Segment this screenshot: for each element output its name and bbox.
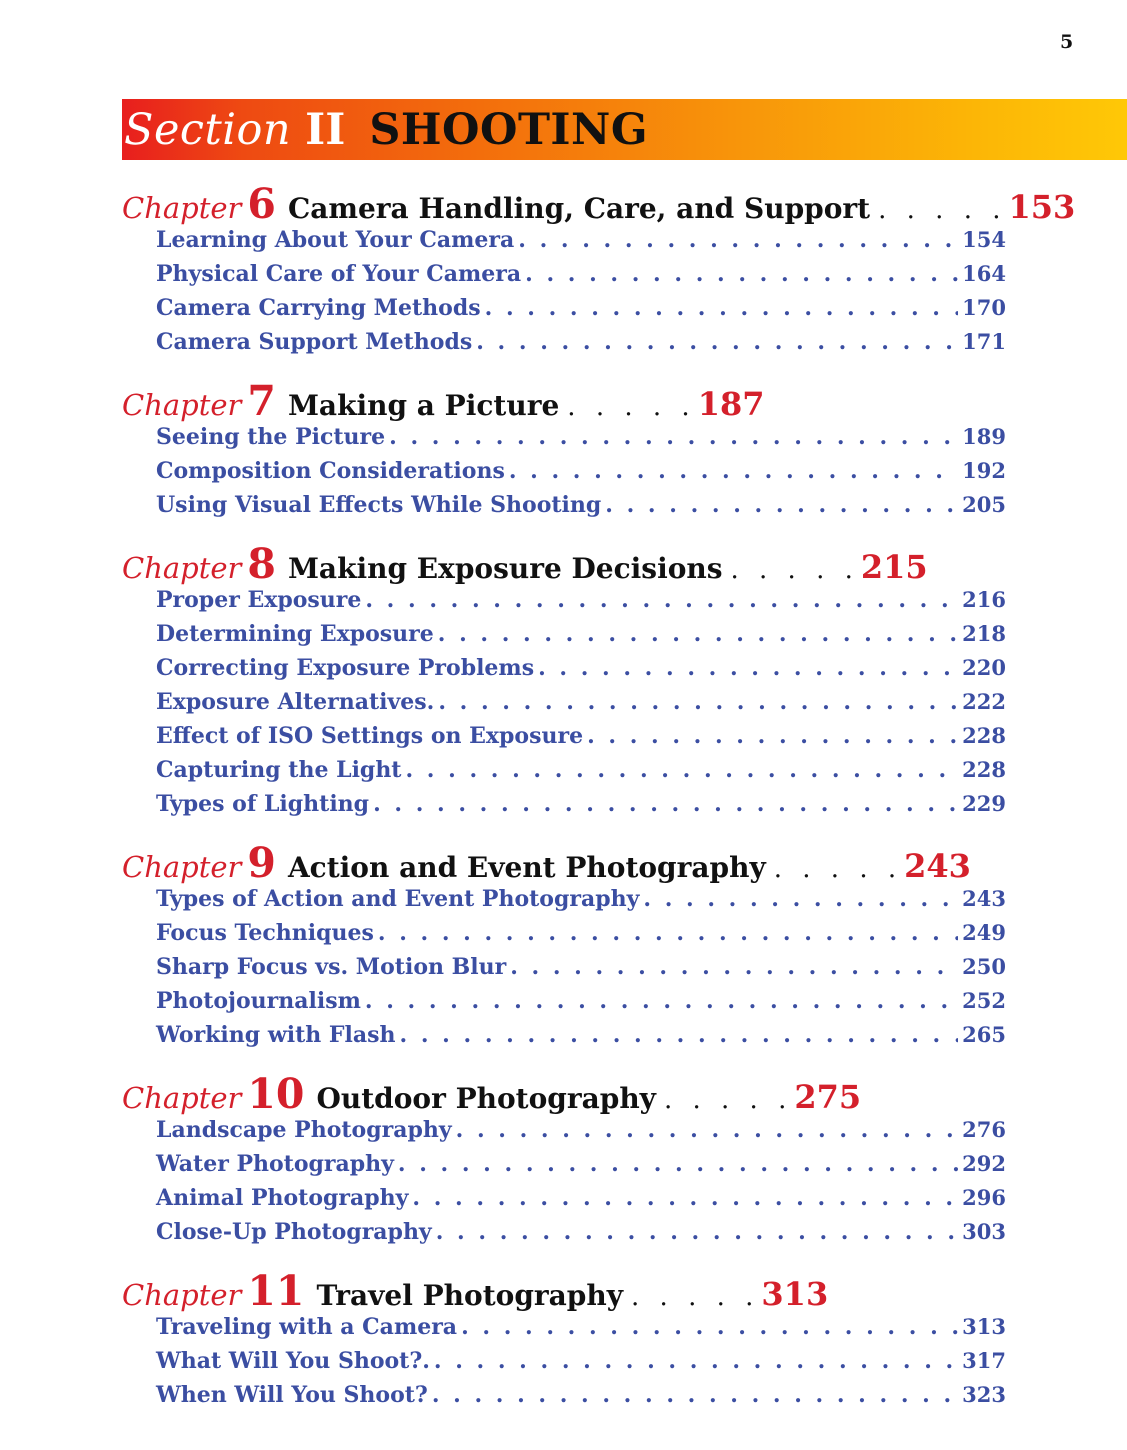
chapter-title: Camera Handling, Care, and Support	[287, 192, 871, 225]
toc-entry-title: Composition Considerations	[156, 458, 505, 484]
toc-entry[interactable]	[156, 655, 1006, 689]
leader-dots	[400, 1022, 959, 1048]
leader-dots	[485, 295, 959, 321]
chapter-leader-dots: . . . . .	[663, 1085, 793, 1115]
toc-entry-title: Physical Care of Your Camera	[156, 261, 522, 287]
leader-dots	[510, 954, 958, 980]
leader-dots	[365, 587, 958, 613]
section-title: SHOOTING	[369, 104, 649, 155]
toc-entry[interactable]	[156, 587, 1006, 621]
table-of-contents	[122, 180, 1076, 1430]
leader-dots	[438, 621, 958, 647]
chapter-title: Action and Event Photography	[287, 851, 766, 884]
toc-entry-page: 228	[962, 723, 1006, 748]
chapter-number: 6	[247, 180, 276, 228]
toc-entry-page: 313	[962, 1314, 1006, 1339]
chapter-leader-dots: . . . . .	[773, 854, 903, 884]
toc-entry-title: When Will You Shoot?	[156, 1382, 428, 1408]
leader-dots	[518, 227, 958, 253]
toc-entry[interactable]	[156, 791, 1006, 825]
toc-entry[interactable]	[156, 1022, 1006, 1056]
toc-entry-title: Exposure Alternatives.	[156, 689, 435, 715]
chapter-word: Chapter	[122, 551, 242, 585]
chapter-number: 8	[247, 540, 276, 588]
chapter-title: Travel Photography	[316, 1279, 624, 1312]
toc-entry-page: 164	[962, 261, 1006, 286]
toc-entry-title: Learning About Your Camera	[156, 227, 515, 253]
toc-entry-title: Types of Action and Event Photography	[156, 886, 640, 912]
toc-entry[interactable]	[156, 458, 1006, 492]
toc-entry-title: Water Photography	[156, 1151, 394, 1177]
toc-entry-page: 205	[962, 492, 1006, 517]
section-roman-numeral: II	[305, 104, 346, 155]
toc-entry-title: Capturing the Light	[156, 757, 402, 783]
toc-entry-page: 303	[962, 1219, 1006, 1244]
toc-entry-title: Working with Flash	[156, 1022, 396, 1048]
section-banner	[122, 99, 1127, 160]
leader-dots	[476, 329, 958, 355]
toc-entry-page: 189	[962, 424, 1006, 449]
toc-entry[interactable]	[156, 1117, 1006, 1151]
toc-entry-page: 171	[962, 329, 1006, 354]
chapter-leader-dots: . . . . .	[567, 392, 696, 422]
chapter-page: 313	[761, 1275, 829, 1313]
leader-dots	[434, 1348, 958, 1374]
chapter-block	[122, 1070, 1006, 1253]
toc-entry-title: Close-Up Photography	[156, 1219, 432, 1245]
toc-entry[interactable]	[156, 689, 1006, 723]
toc-entry-title: Proper Exposure	[156, 587, 362, 613]
chapter-title: Making Exposure Decisions	[287, 552, 723, 585]
leader-dots	[509, 458, 958, 484]
leader-dots	[389, 424, 958, 450]
toc-entry-title: Sharp Focus vs. Motion Blur	[156, 954, 507, 980]
chapter-heading[interactable]	[122, 1070, 1006, 1117]
leader-dots	[436, 1219, 958, 1245]
leader-dots	[405, 757, 958, 783]
chapter-heading[interactable]	[122, 180, 1076, 228]
toc-entry-page: 228	[962, 757, 1006, 782]
toc-entry[interactable]	[156, 261, 1006, 295]
toc-entry[interactable]	[156, 988, 1006, 1022]
toc-entry[interactable]	[156, 757, 1006, 791]
chapter-page: 187	[697, 385, 765, 423]
leader-dots	[643, 886, 958, 912]
chapter-heading[interactable]	[122, 377, 1006, 424]
chapter-page: 215	[860, 548, 928, 586]
toc-entry-title: Photojournalism	[156, 988, 361, 1014]
toc-entry-title: Using Visual Effects While Shooting	[156, 492, 602, 518]
leader-dots	[456, 1117, 959, 1143]
toc-entry-title: Seeing the Picture	[156, 424, 386, 450]
toc-entry[interactable]	[156, 954, 1006, 988]
toc-entry[interactable]	[156, 492, 1006, 526]
toc-entry[interactable]	[156, 920, 1006, 954]
chapter-title: Outdoor Photography	[316, 1082, 656, 1115]
leader-dots	[365, 988, 958, 1014]
toc-entry-page: 243	[962, 886, 1006, 911]
toc-entry-page: 276	[962, 1117, 1006, 1142]
leader-dots	[461, 1314, 958, 1340]
leader-dots	[587, 723, 958, 749]
toc-entry-title: Effect of ISO Settings on Exposure	[156, 723, 584, 749]
toc-entry-page: 265	[962, 1022, 1006, 1047]
toc-entry[interactable]	[156, 886, 1006, 920]
chapter-leader-dots: . . . . .	[631, 1282, 760, 1312]
toc-entry-title: Correcting Exposure Problems	[156, 655, 535, 681]
toc-entry[interactable]	[156, 329, 1006, 363]
toc-entry-title: What Will You Shoot?.	[156, 1348, 430, 1374]
chapter-leader-dots: . . . . .	[878, 195, 1007, 225]
toc-entry-page: 317	[962, 1348, 1006, 1373]
toc-entry[interactable]	[156, 1151, 1006, 1185]
toc-entry-page: 222	[962, 689, 1006, 714]
toc-entry-page: 170	[962, 295, 1006, 320]
chapter-page: 243	[904, 847, 971, 885]
leader-dots	[378, 920, 958, 946]
leader-dots	[373, 791, 958, 817]
chapter-word: Chapter	[122, 388, 242, 422]
chapter-word: Chapter	[122, 191, 242, 225]
toc-entry-title: Types of Lighting	[156, 791, 370, 817]
leader-dots	[398, 1151, 958, 1177]
toc-entry-title: Camera Support Methods	[156, 329, 473, 355]
toc-entry[interactable]	[156, 621, 1006, 655]
toc-entry-page: 296	[962, 1185, 1006, 1210]
toc-entry[interactable]	[156, 1382, 1006, 1416]
toc-entry[interactable]	[156, 1219, 1006, 1253]
toc-entry-page: 229	[962, 791, 1006, 816]
chapter-number: 9	[247, 839, 276, 887]
chapter-block	[122, 540, 1006, 825]
chapter-number: 7	[247, 377, 276, 425]
toc-entry[interactable]	[156, 227, 1006, 261]
toc-entry-page: 292	[962, 1151, 1006, 1176]
toc-entry-page: 252	[962, 988, 1006, 1013]
toc-entry[interactable]	[156, 1185, 1006, 1219]
chapter-block	[122, 377, 1006, 526]
toc-entry-page: 220	[962, 655, 1006, 680]
chapter-number: 11	[247, 1267, 305, 1315]
toc-entry[interactable]	[156, 295, 1006, 329]
chapter-leader-dots: . . . . .	[730, 555, 859, 585]
toc-entry-title: Focus Techniques	[156, 920, 374, 946]
toc-entry[interactable]	[156, 723, 1006, 757]
toc-entry-title: Camera Carrying Methods	[156, 295, 481, 321]
leader-dots	[525, 261, 958, 287]
chapter-title: Making a Picture	[287, 389, 560, 422]
toc-entry-title: Determining Exposure	[156, 621, 434, 647]
page-number: 5	[1060, 31, 1074, 53]
leader-dots	[412, 1185, 958, 1211]
leader-dots	[438, 689, 958, 715]
toc-entry[interactable]	[156, 424, 1006, 458]
toc-entry-page: 216	[962, 587, 1006, 612]
toc-entry-title: Traveling with a Camera	[156, 1314, 458, 1340]
toc-entry-page: 218	[962, 621, 1006, 646]
toc-entry-page: 323	[962, 1382, 1006, 1407]
toc-entry[interactable]	[156, 1314, 1006, 1348]
toc-entry-page: 192	[962, 458, 1006, 483]
chapter-block	[122, 1267, 1006, 1416]
chapter-block	[122, 180, 1076, 363]
toc-entry-page: 154	[962, 227, 1006, 252]
toc-entry[interactable]	[156, 1348, 1006, 1382]
chapter-number: 10	[247, 1070, 305, 1118]
leader-dots	[432, 1382, 958, 1408]
chapter-word: Chapter	[122, 1081, 242, 1115]
chapter-word: Chapter	[122, 850, 242, 884]
toc-entry-title: Landscape Photography	[156, 1117, 452, 1143]
chapter-block	[122, 839, 1006, 1056]
chapter-page: 275	[794, 1078, 862, 1116]
toc-entry-page: 249	[962, 920, 1006, 945]
leader-dots	[605, 492, 958, 518]
chapter-heading[interactable]	[122, 1267, 1006, 1314]
toc-entry-page: 250	[962, 954, 1006, 979]
chapter-heading[interactable]	[122, 540, 1006, 587]
chapter-word: Chapter	[122, 1278, 242, 1312]
chapter-heading[interactable]	[122, 839, 1006, 886]
leader-dots	[538, 655, 958, 681]
toc-entry-title: Animal Photography	[156, 1185, 409, 1211]
chapter-page: 153	[1008, 188, 1076, 226]
section-word: Section	[124, 104, 292, 155]
